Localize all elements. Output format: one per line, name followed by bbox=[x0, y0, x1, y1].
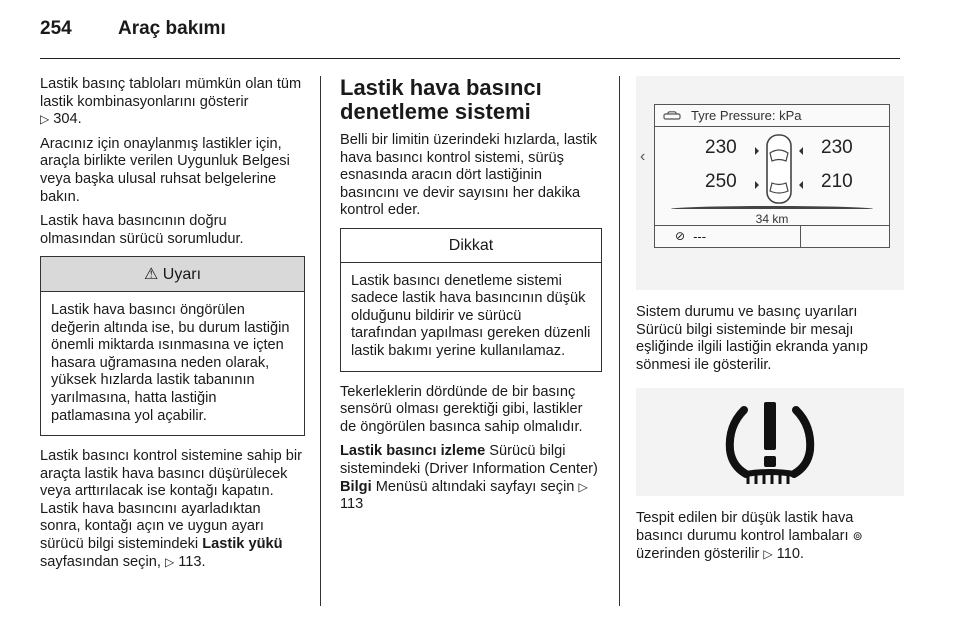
screen-status-bar bbox=[655, 225, 889, 247]
front-left-pressure: 230 bbox=[705, 137, 737, 158]
warning-box bbox=[40, 256, 305, 436]
note-box bbox=[340, 228, 602, 372]
status-value: --- bbox=[693, 228, 707, 244]
page-ref-link[interactable]: 110. bbox=[776, 545, 804, 562]
rear-left-pressure: 250 bbox=[705, 171, 737, 192]
paragraph: Lastik hava basıncının doğru olmasından sürücü sorumludur. bbox=[40, 213, 244, 247]
bold-term: Lastik basıncı izleme bbox=[340, 443, 486, 460]
warning-triangle-icon: ⚠ bbox=[143, 264, 159, 284]
header-divider bbox=[40, 58, 900, 59]
distance-readout: 34 km bbox=[755, 212, 789, 226]
car-icon bbox=[663, 111, 681, 121]
paragraph: Sistem durumu ve basınç uyarıları Sürücü bilgi sisteminde bir mesajı eşliğinde ilgili lastiğin ekranda yanıp sönmesi ile gösterilir. bbox=[636, 304, 869, 373]
paragraph: Tekerleklerin dördünde de bir basınç sensörü olması gerektiği gibi, lastikler de öngörülen basınca sahip olmalıdır. bbox=[340, 383, 583, 435]
front-right-pressure: 230 bbox=[821, 137, 853, 158]
warning-title: Uyarı bbox=[162, 266, 202, 284]
note-box-header: Dikkat bbox=[341, 229, 601, 263]
paragraph: Lastik basınç tabloları mümkün olan tüm lastik kombinasyonlarını gösterir ▷ 304. bbox=[40, 76, 302, 128]
tyre-pressure-screen bbox=[654, 104, 890, 248]
paragraph: Tespit edilen bir düşük lastik hava basıncı durumu kontrol lambaları ⊚ üzerinden gösterilir ▷ 110. bbox=[636, 510, 863, 562]
page-number: 254 bbox=[40, 18, 72, 39]
tyre-pressure-display-figure bbox=[636, 76, 904, 290]
page-header bbox=[40, 18, 226, 48]
bold-term: Bilgi bbox=[340, 478, 372, 495]
page-ref-link[interactable]: 304. bbox=[53, 111, 82, 128]
paragraph: Belli bir limitin üzerindeki hızlarda, lastik hava basıncı kontrol sistemi, sürüş esnasında aracın dört lastiğinin basıncını ve devir sayısını her dakika kontrol eder. bbox=[340, 132, 598, 219]
bold-term: Lastik yükü bbox=[202, 536, 283, 553]
tyre-pressure-warning-icon: ⊘ bbox=[675, 228, 686, 243]
tyre-pressure-warning-lamp-icon bbox=[720, 396, 820, 488]
car-top-view-icon bbox=[743, 131, 815, 207]
screen-title: Tyre Pressure: kPa bbox=[691, 107, 802, 123]
note-text: Lastik basıncı denetleme sistemi sadece lastik hava basıncının düşük olduğunu bildirir ve sürücü tarafından yapılması gereken düzenli lastik bakımı yerine kullanılamaz. bbox=[351, 272, 591, 359]
rear-right-pressure: 210 bbox=[821, 171, 853, 192]
screen-title-bar bbox=[655, 105, 889, 127]
chevron-left-icon: ‹ bbox=[640, 148, 646, 165]
tpms-warning-lamp-figure bbox=[636, 388, 904, 496]
column-2 bbox=[340, 76, 602, 521]
paragraph: Lastik basıncı izleme Sürücü bilgi sistemindeki (Driver Information Center) Bilgi Menüsü altındaki sayfayı seçin ▷ 113 bbox=[340, 443, 598, 513]
section-heading: Lastik hava basıncı denetleme sistemi bbox=[340, 75, 542, 124]
page-ref-icon: ▷ bbox=[763, 546, 773, 561]
page-ref-icon: ▷ bbox=[164, 554, 175, 569]
paragraph: Lastik basıncı kontrol sistemine sahip bir araçta lastik hava basıncı düşürülecek veya arttırılacak ise kontağı kapatın. Lastik hava basıncını ayarladıktan sonra, kontağı açın ve uygun ayarı sürücü bilgi sistemindeki Lastik yükü sayfasından seçin, ▷ 113. bbox=[40, 448, 302, 570]
page-title: Araç bakımı bbox=[118, 18, 226, 39]
column-divider bbox=[320, 76, 321, 606]
column-1 bbox=[40, 76, 305, 578]
column-3 bbox=[636, 76, 904, 570]
tyre-pressure-lamp-icon: ⊚ bbox=[852, 528, 863, 543]
page-ref-link[interactable]: 113 bbox=[340, 496, 364, 513]
page-ref-icon: ▷ bbox=[578, 479, 588, 494]
paragraph: Aracınız için onaylanmış lastikler için, araçla birlikte verilen Uygunluk Belgesi veya başka ulusal ruhsat belgelerine bakın. bbox=[40, 135, 290, 205]
page-ref-icon: ▷ bbox=[40, 112, 50, 127]
warning-box-header bbox=[41, 257, 304, 292]
column-divider bbox=[619, 76, 620, 606]
warning-text: Lastik hava basıncı öngörülen değerin altında ise, bu durum lastiğin önemli miktarda ısınmasına ve içten hasara uğramasına neden olarak, yüksek hızlarda lastik tabanının yarılmasına, hatta lastiğin patlamasına yol açabilir. bbox=[51, 301, 290, 424]
page-ref-link[interactable]: 113. bbox=[178, 553, 206, 570]
